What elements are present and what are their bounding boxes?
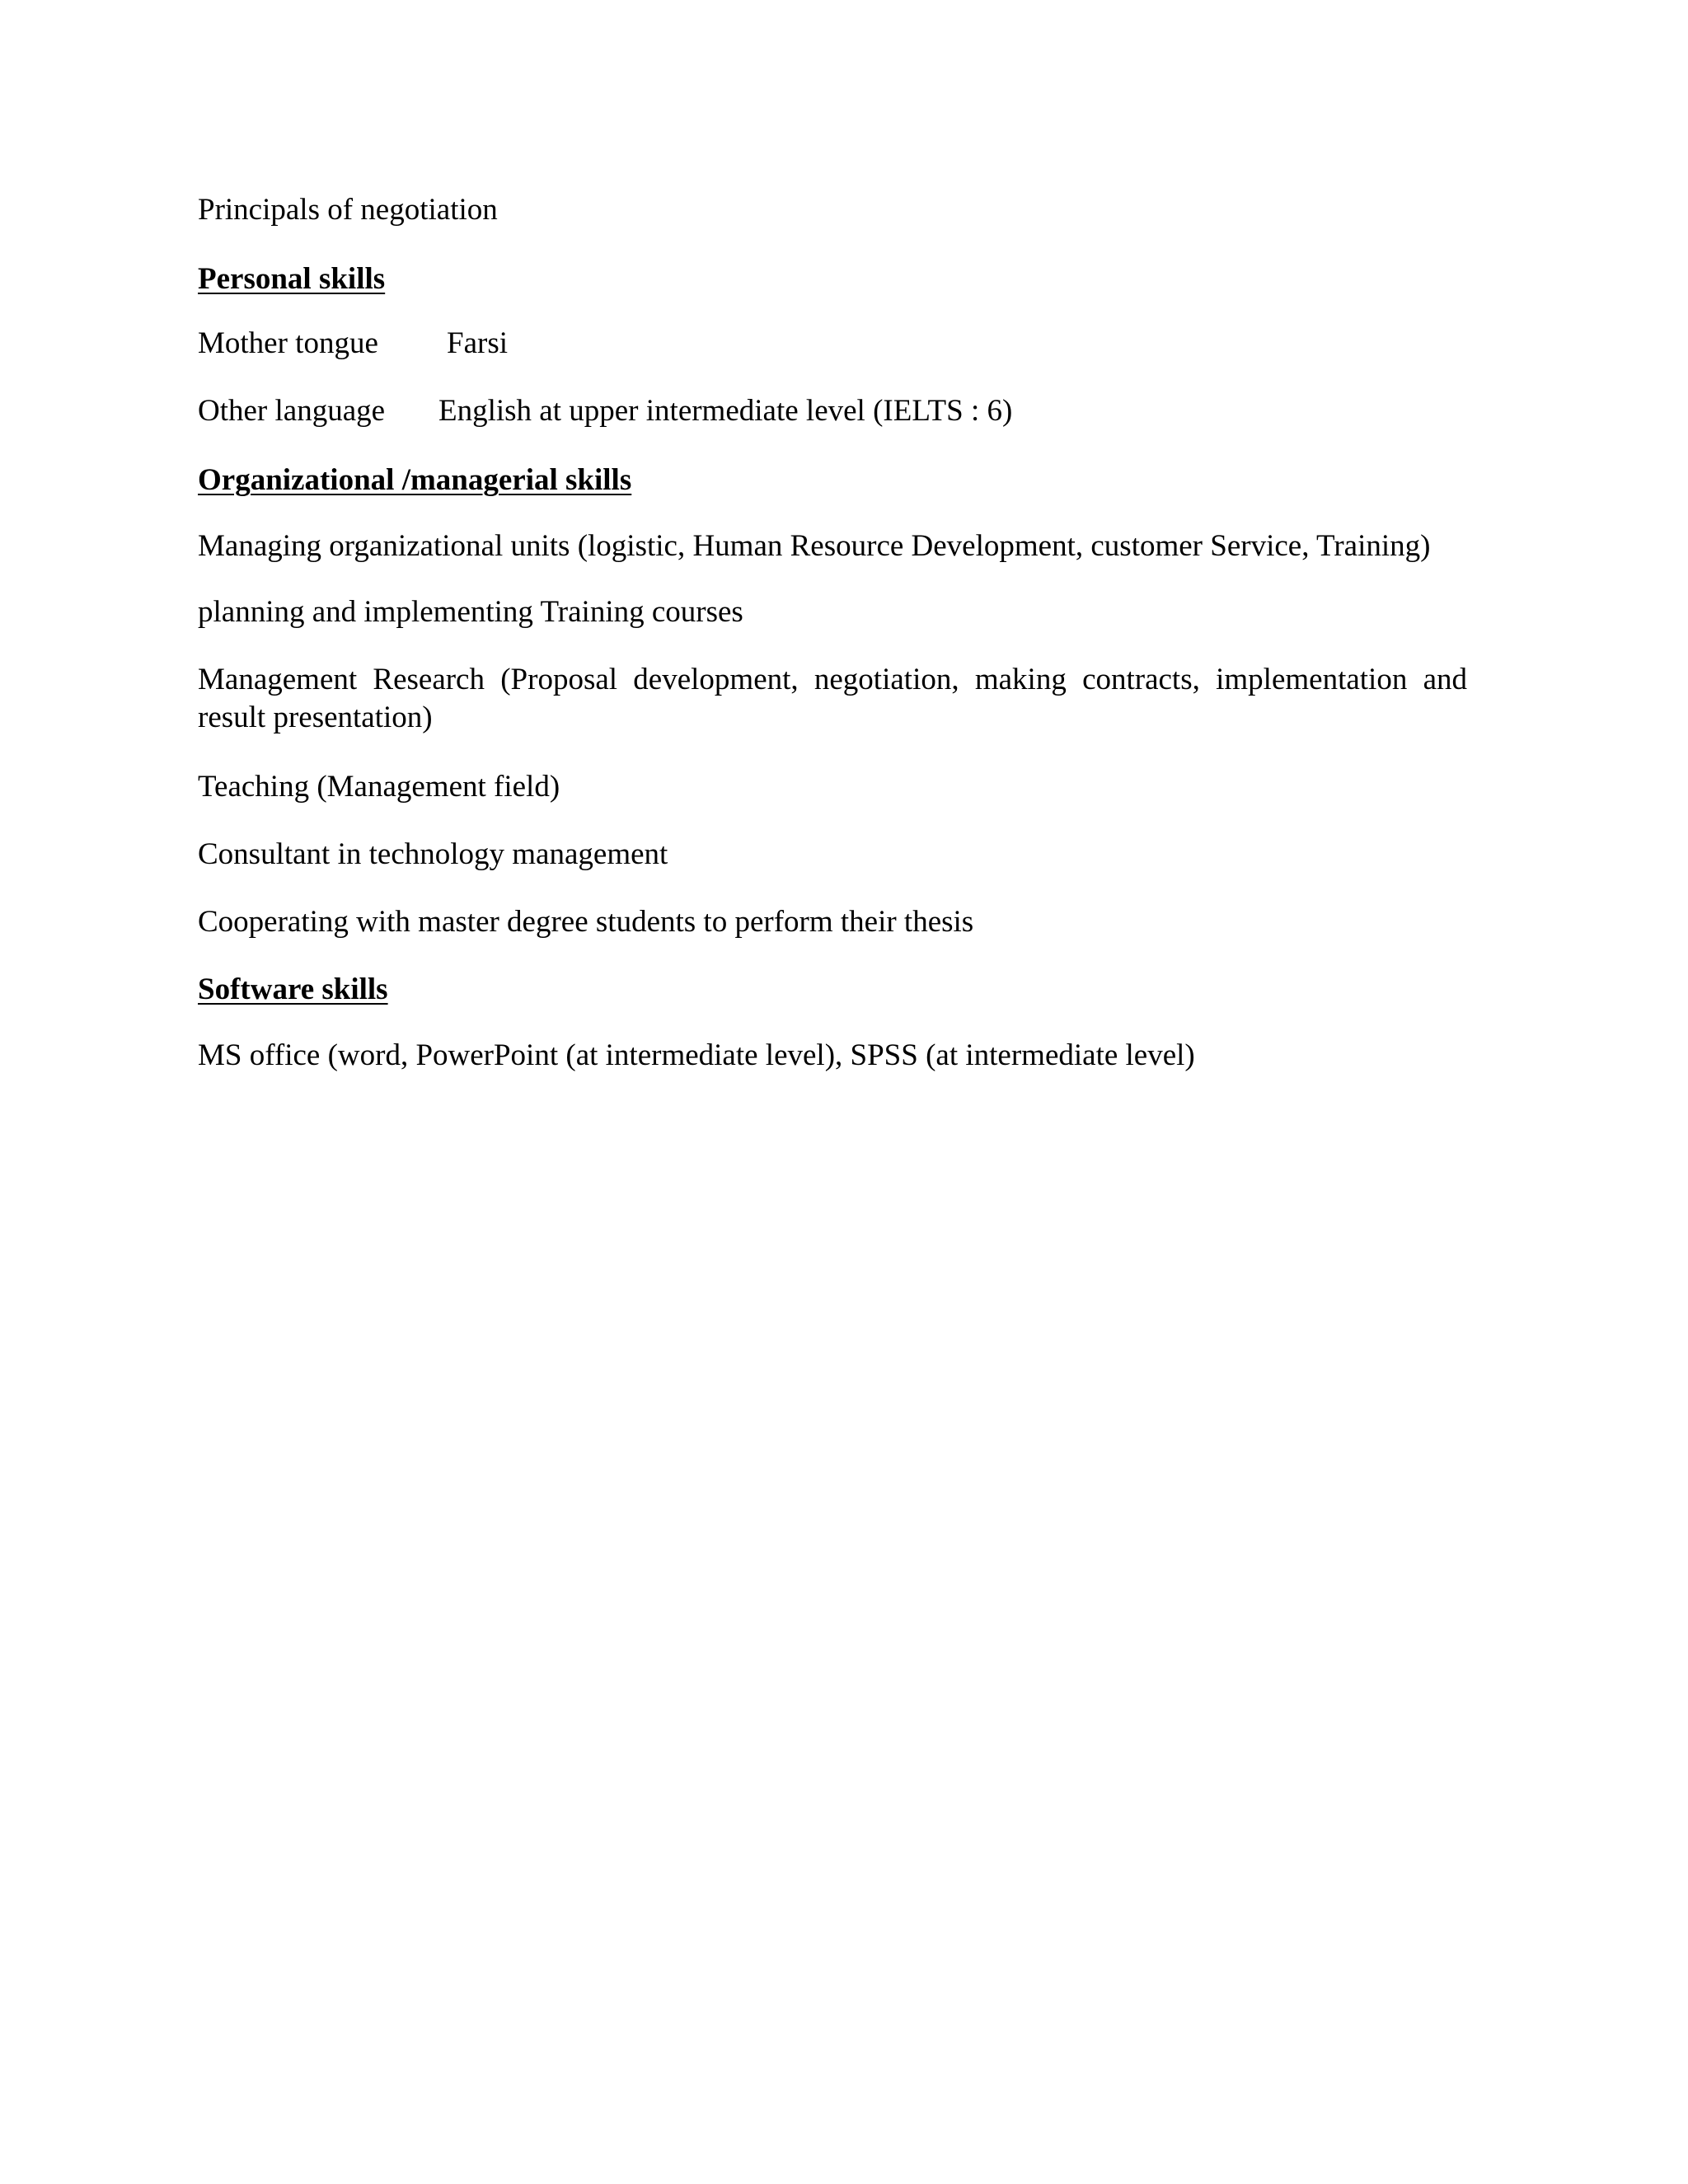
other-language-row [198,392,1012,430]
personal-skills-heading: Personal skills [198,262,386,296]
intro-line: Principals of negotiation [198,193,498,227]
organizational-skill-item: Cooperating with master degree students to perform their thesis [198,905,974,939]
software-skills-heading: Software skills [198,972,388,1006]
organizational-skills-heading: Organizational /managerial skills [198,463,632,497]
other-language-value: English at upper intermediate level (IELTS : 6) [438,394,1013,428]
other-language-label: Other language [198,394,386,428]
organizational-skill-item: Managing organizational units (logistic, Human Resource Development, customer Service, Training) [198,529,1431,563]
software-skill-item: MS office (word, PowerPoint (at intermediate level), SPSS (at intermediate level) [198,1038,1195,1072]
organizational-skill-item: Teaching (Management field) [198,770,560,804]
mother-tongue-label: Mother tongue [198,326,378,360]
organizational-skill-item: Management Research (Proposal development, negotiation, making contracts, implementation and result presentation) [198,663,1467,734]
organizational-skill-item: planning and implementing Training courses [198,595,743,629]
mother-tongue-row [198,325,508,363]
mother-tongue-value: Farsi [447,326,508,360]
organizational-skill-item: Consultant in technology management [198,837,668,871]
